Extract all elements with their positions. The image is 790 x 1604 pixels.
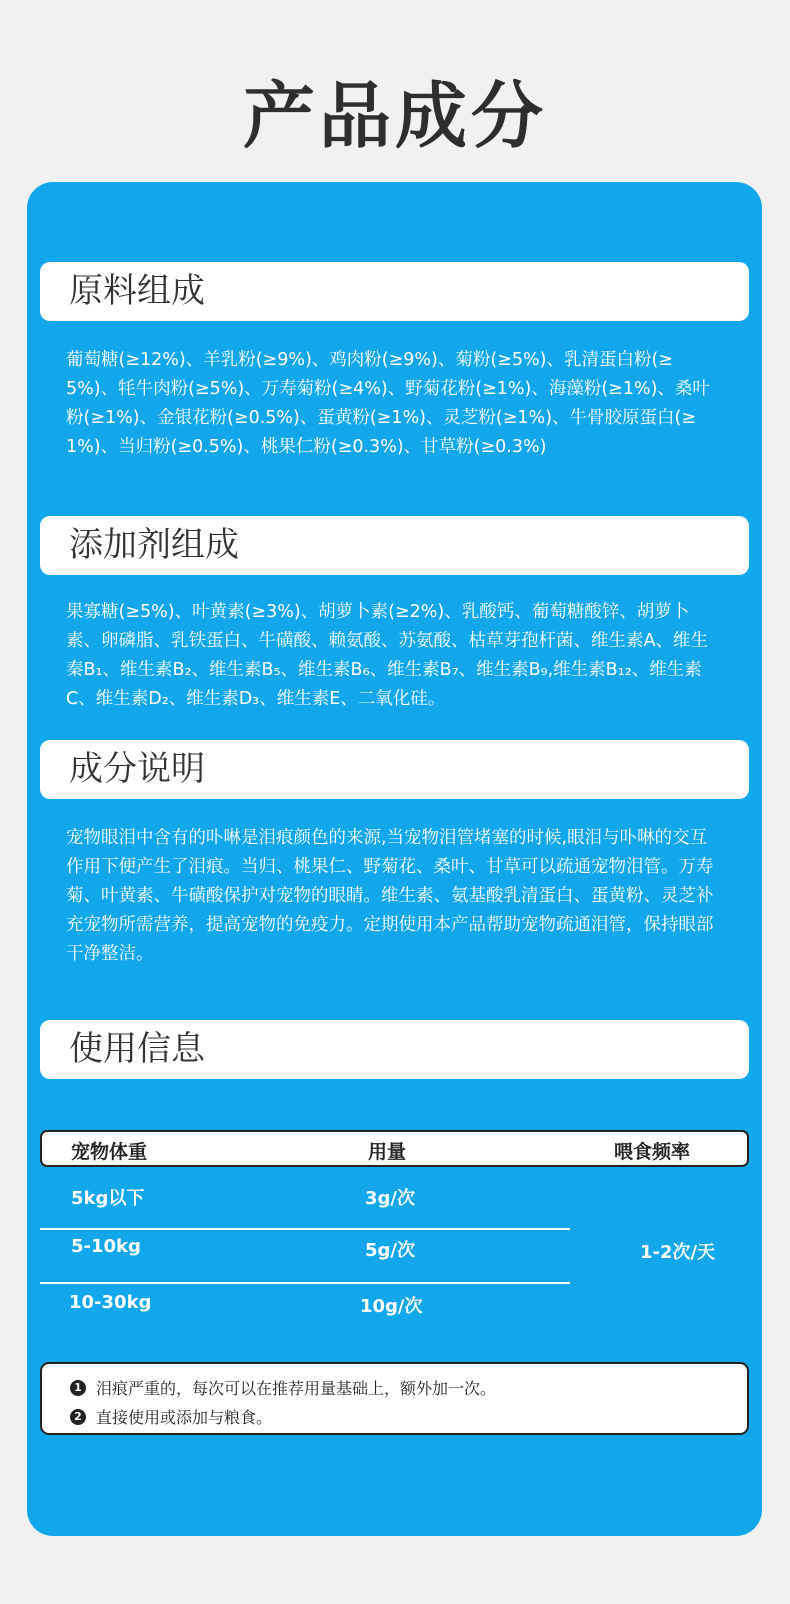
additives-heading: 添加剂组成 xyxy=(40,516,749,575)
column-header-weight: 宠物体重 xyxy=(71,1141,148,1163)
ingredients-text: 葡萄糖(≥12%)、羊乳粉(≥9%)、鸡肉粉(≥9%)、菊粉(≥5%)、乳清蛋白粉(≥5%)、牦牛肉粉(≥5%)、万寿菊粉(≥4%)、野菊花粉(≥1%)、海藻粉(≥1%)、桑叶粉(≥1%)、金银花粉(≥0.5%)、蛋黄粉(≥1%)、灵芝粉(≥1%)、牛骨胶原蛋白(≥1%)、当归粉(≥0.5%)、桃果仁粉(≥0.3%)、甘草粉(≥0.3%) xyxy=(66,350,710,457)
dose-cell: 5g/次 xyxy=(365,1240,415,1261)
column-header-frequency: 喂食频率 xyxy=(614,1141,691,1163)
table-row xyxy=(40,1222,570,1276)
note-item xyxy=(70,1373,747,1402)
description-heading: 成分说明 xyxy=(40,740,749,799)
weight-cell: 10-30kg xyxy=(69,1292,152,1313)
table-row xyxy=(40,1278,570,1332)
table-header xyxy=(40,1130,749,1167)
frequency-cell: 1-2次/天 xyxy=(640,1242,716,1263)
ingredients-heading: 原料组成 xyxy=(40,262,749,321)
weight-cell: 5kg以下 xyxy=(71,1188,145,1209)
dose-cell: 3g/次 xyxy=(365,1188,415,1209)
notes-box xyxy=(40,1362,749,1435)
content-panel xyxy=(27,182,762,1536)
column-header-dose: 用量 xyxy=(368,1141,407,1163)
note-number-badge: 2 xyxy=(70,1409,86,1425)
note-text: 泪痕严重的，每次可以在推荐用量基础上，额外加一次。 xyxy=(96,1379,497,1398)
note-text: 直接使用或添加与粮食。 xyxy=(96,1408,273,1427)
additives-text: 果寡糖(≥5%)、叶黄素(≥3%)、胡萝卜素(≥2%)、乳酸钙、葡萄糖酸锌、胡萝卜素、卵磷脂、乳铁蛋白、牛磺酸、赖氨酸、苏氨酸、枯草芽孢杆菌、维生素A、维生秦B₁、维生素B₂、维生素B₅、维生素B₆、维生素B₇、维生素B₉,维生素B₁₂、维生素C、维生素D₂、维生素D₃、维生素E、二氧化硅。 xyxy=(66,602,708,709)
weight-cell: 5-10kg xyxy=(71,1236,141,1257)
usage-table xyxy=(40,1130,749,1317)
page-title: 产品成分 xyxy=(242,74,547,158)
note-item xyxy=(70,1402,747,1431)
note-number-badge: 1 xyxy=(70,1380,86,1396)
dose-cell: 10g/次 xyxy=(360,1296,423,1317)
table-row xyxy=(40,1170,570,1224)
usage-heading: 使用信息 xyxy=(40,1020,749,1079)
description-text: 宠物眼泪中含有的卟啉是泪痕颜色的来源,当宠物泪管堵塞的时候,眼泪与卟啉的交互作用下便产生了泪痕。当归、桃果仁、野菊花、桑叶、甘草可以疏通宠物泪管。万寿菊、叶黄素、牛磺酸保护对宠物的眼睛。维生素、氨基酸乳清蛋白、蛋黄粉、灵芝补充宠物所需营养，提高宠物的免疫力。定期使用本产品帮助宠物疏通泪管，保持眼部干净整洁。 xyxy=(66,828,714,964)
